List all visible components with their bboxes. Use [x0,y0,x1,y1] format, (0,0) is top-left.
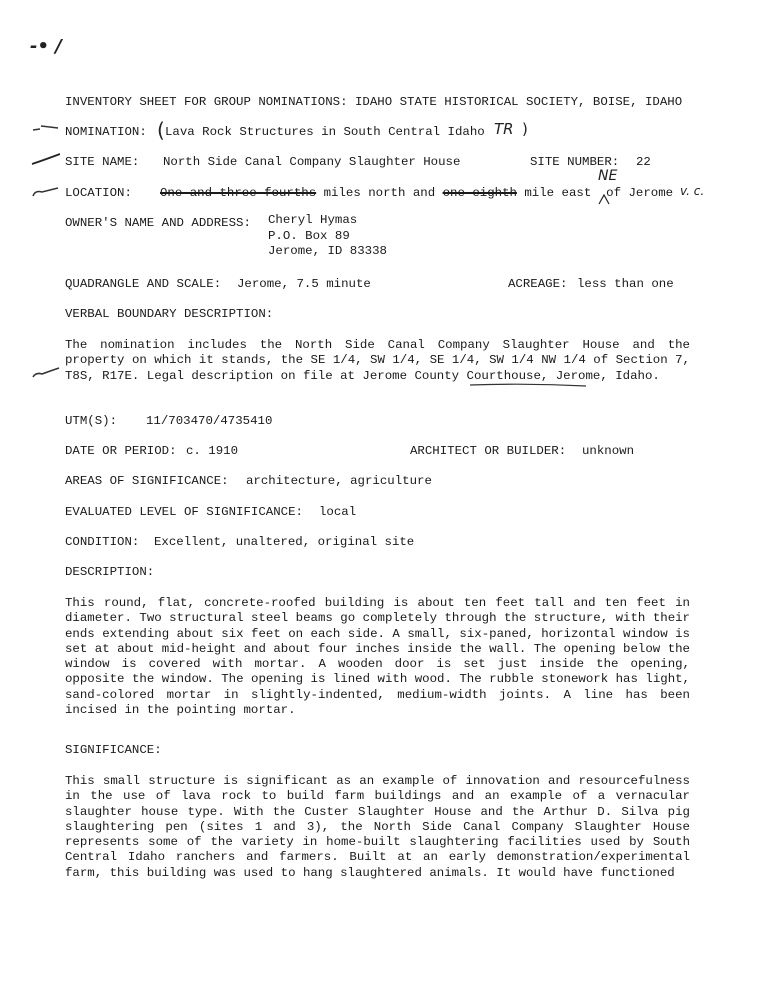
nomination-open-paren: ( [157,118,165,142]
acreage-label: ACREAGE: [508,277,568,291]
level-label: EVALUATED LEVEL OF SIGNIFICANCE: [65,505,303,519]
owner-address-line2: Jerome, ID 83338 [268,244,387,258]
location-hand-suffix: v. c. [680,184,705,198]
location-label: LOCATION: [65,186,132,200]
underline-mark [468,382,588,388]
location-line [160,186,673,201]
quadrangle-label: QUADRANGLE AND SCALE: [65,277,222,291]
architect-label: ARCHITECT OR BUILDER: [410,444,567,458]
site-name-value: North Side Canal Company Slaughter House [163,155,461,169]
architect-value: unknown [582,444,635,458]
date-value: c. 1910 [186,444,239,458]
owner-name: Cheryl Hymas [268,213,358,227]
corner-handwritten-mark: -• / [30,36,62,57]
nomination-close-paren: ) [522,120,528,138]
location-struck-distance: One and three-fourths [160,186,317,200]
checkmark-icon [30,122,60,136]
condition-label: CONDITION: [65,535,140,549]
areas-label: AREAS OF SIGNIFICANCE: [65,474,229,488]
verbal-boundary-text: The nomination includes the North Side Canal Company Slaughter House and the property on which it stands, the SE 1/4, SW 1/4, SE 1/4, SW 1/4 NW 1/4 of Section 7, T8S, R17E. Legal description on file at Jerome County Courthouse, Jerome, Idaho. [65,338,690,383]
significance-text: This small structure is significant as an example of innovation and resourcefulness in the use of lava rock to build farm buildings and an example of a vernacular slaughter house type. With the Custer Slaughter House and the Arthur D. Silva pig slaughtering pen (sites 1 and 3), the North Side Canal Company Slaughter House represents some of the variety in home-built slaughtering facilities used by South Central Idaho ranchers and farmers. Built at an early demonstration/experimental farm, this building was used to hang slaughtered animals. It would have functioned [65,774,690,880]
verbal-boundary-label: VERBAL BOUNDARY DESCRIPTION: [65,307,274,321]
owner-address-line1: P.O. Box 89 [268,228,350,243]
location-struck-fraction: one-eighth [442,186,517,200]
level-value: local [319,505,357,519]
description-text: This round, flat, concrete-roofed building is about ten feet tall and ten feet in diameter. Two structural steel beams go completely through the structure, with their ends extending about six feet on each side. A small, six-paned, horizontal window is set at about mid-height and about four inches inside the wall. The opening below the window is covered with mortar. A wooden door is set just inside the opening, opposite the window. The opening is lined with wood. The rubble stonework has light, sand-colored mortar in slightly-indented, medium-width joints. A line has been incised in the pointing mortar. [65,596,690,718]
location-hand-insert: NE [598,168,618,184]
utm-value: 11/703470/4735410 [146,414,273,428]
site-number-value: 22 [636,155,651,169]
condition-value: Excellent, unaltered, original site [154,535,415,549]
owner-label: OWNER'S NAME AND ADDRESS: [65,216,251,230]
location-text-jerome: of Jerome [606,186,674,200]
nomination-hand-note: TR [494,120,514,138]
owner-address-block [268,213,387,260]
location-text-east: mile east [524,186,592,200]
date-label: DATE OR PERIOD: [65,444,177,458]
site-number-label: SITE NUMBER: [530,155,620,169]
checkmark-icon [30,152,60,166]
quadrangle-value: Jerome, 7.5 minute [237,277,371,291]
description-label: DESCRIPTION: [65,565,155,579]
nomination-value: Lava Rock Structures in South Central Idaho [165,125,485,139]
checkmark-icon [30,184,60,198]
significance-label: SIGNIFICANCE: [65,743,162,757]
checkmark-icon [30,365,60,379]
acreage-value: less than one [577,277,674,291]
caret-insert-icon [598,193,610,205]
areas-value: architecture, agriculture [246,474,432,488]
nomination-label: NOMINATION: [65,125,147,139]
sheet-header: INVENTORY SHEET FOR GROUP NOMINATIONS: IDAHO STATE HISTORICAL SOCIETY, BOISE, IDAHO [65,95,683,109]
location-text-north: miles north and [323,186,436,200]
utm-label: UTM(S): [65,414,118,428]
site-name-label: SITE NAME: [65,155,140,169]
